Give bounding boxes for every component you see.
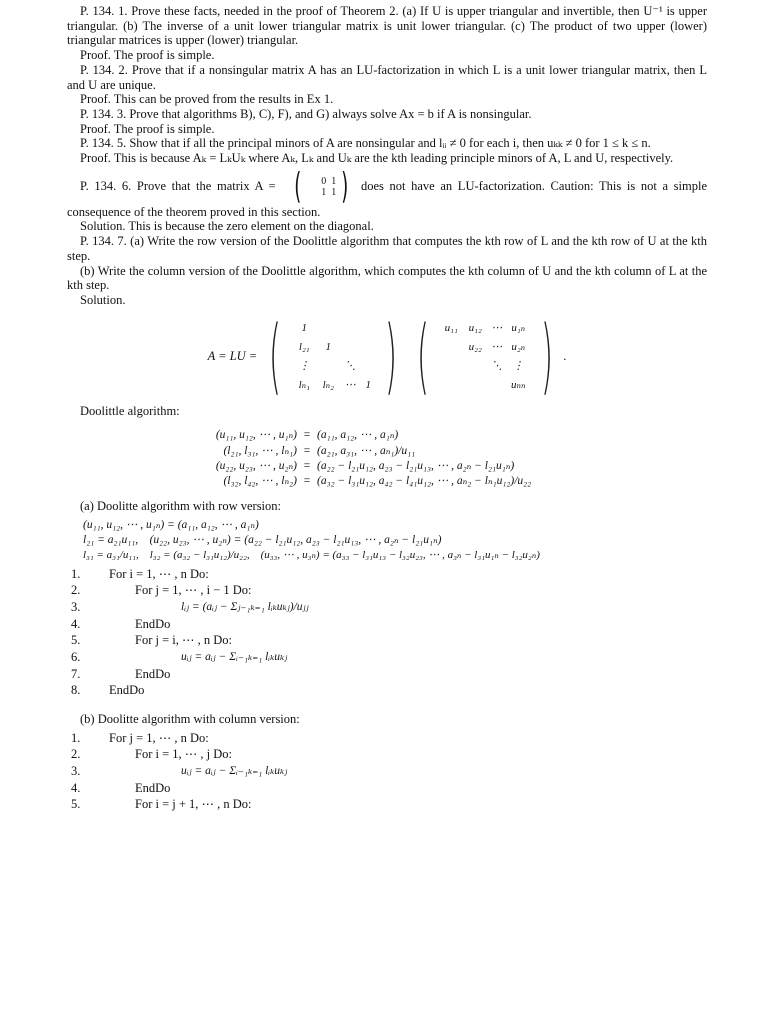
doolittle-row xyxy=(179,474,707,489)
problem-3-text: Prove that algorithms B), C), F), and G) always solve Ax = b if A is nonsingular. xyxy=(129,106,532,121)
problem-7-text-b: (b) Write the column version of the Doolittle algorithm, which computes the kth column of U and the kth column of L at the kth step. xyxy=(67,263,707,293)
algo-num: 3. xyxy=(71,763,81,778)
l-cell: 1 xyxy=(365,378,371,391)
column-version-heading: (b) Doolitte algorithm with column version: xyxy=(80,712,300,727)
row-eq-line: (u₁₁, u₁₂, ⋯ , u₁ₙ) = (a₁₁, a₁₂, ⋯ , a₁ₙ) xyxy=(83,518,259,531)
u-cell: u₁₂ xyxy=(468,321,482,334)
matrix-cell: 1 xyxy=(331,175,337,187)
doolittle-row xyxy=(179,444,707,459)
l-cell xyxy=(339,319,361,338)
row-version-heading: (a) Doolitte algorithm with row version: xyxy=(80,499,282,514)
algo-text: EndDo xyxy=(135,617,171,632)
u-cell: ⋯ xyxy=(491,321,503,334)
l-cell: lₙ₁ xyxy=(298,378,310,391)
u-matrix-left-paren: ( xyxy=(417,308,430,404)
problem-1-proof: Proof. The proof is simple. xyxy=(80,48,215,63)
algo-line xyxy=(67,598,707,617)
algo-text: For j = 1, ⋯ , i − 1 Do: xyxy=(135,582,252,597)
problem-1-text: Prove these facts, needed in the proof of Theorem 2. (a) If U is upper triangular and invertible, then U⁻¹ is upper triangular. (b) The inverse of a unit lower triangular matrix is unit lower triangular. (c) The product of two upper (lower) triangular matrices is upper (lower) triangular. xyxy=(67,4,707,48)
l-cell: ⋯ xyxy=(344,378,356,391)
u-cell: u₂ₙ xyxy=(511,340,526,353)
problem-3-proof: Proof. The proof is simple. xyxy=(80,121,215,136)
algo-line xyxy=(67,683,707,699)
eq-sign: = xyxy=(303,459,311,472)
problem-3-ref: P. 134. 3. xyxy=(80,106,127,121)
algo-num: 1. xyxy=(71,567,81,582)
l-matrix-left-paren: ( xyxy=(269,308,282,404)
l-cell xyxy=(361,319,375,338)
problem-6-text-before: Prove that the matrix A = xyxy=(136,178,276,193)
problem-6-text-after: does not have an LU-factorization. Caution: This is not a simple consequence of the theorem proved in this section. xyxy=(67,178,707,219)
doolittle-heading: Doolittle algorithm: xyxy=(80,403,180,418)
u-cell: uₙₙ xyxy=(511,378,526,391)
lu-period: . xyxy=(563,349,567,364)
algo-text: uᵢⱼ = aᵢⱼ − Σᵢ₋₁ₖ₌₁ lᵢₖuₖⱼ xyxy=(181,651,288,664)
problem-7-text-a: (a) Write the row version of the Doolittle algorithm that computes the kth row of L and the kth row of U at the kth step. xyxy=(67,234,707,263)
u-cell xyxy=(439,376,463,395)
doolittle-row xyxy=(179,428,707,443)
problem-7-ref: P. 134. 7. xyxy=(80,234,127,249)
algo-line xyxy=(67,731,707,747)
problem-2-ref: P. 134. 2. xyxy=(80,62,128,77)
matrix-cell: 1 xyxy=(331,186,337,198)
l-matrix-right-paren: ) xyxy=(385,308,398,404)
algo-text: For i = 1, ⋯ , j Do: xyxy=(135,746,232,761)
algo-num: 4. xyxy=(71,617,81,632)
l-cell: 1 xyxy=(325,340,331,353)
algo-line xyxy=(67,567,707,583)
u-cell xyxy=(463,357,487,376)
algo-line xyxy=(67,747,707,763)
problem-2 xyxy=(67,63,707,92)
row-algorithm xyxy=(67,567,707,698)
doolittle-equations xyxy=(179,428,707,489)
algo-line xyxy=(67,797,707,813)
matrix-cell: 0 xyxy=(321,175,327,187)
u-cell: u₁₁ xyxy=(444,321,458,334)
algo-num: 5. xyxy=(71,796,81,811)
eq-sign: = xyxy=(303,474,311,487)
problem-2-proof: Proof. This can be proved from the results in Ex 1. xyxy=(80,92,334,107)
problem-5-proof: Proof. This is because Aₖ = LₖUₖ where Aₖ, Lₖ and Uₖ are the kth leading principle minors of A, L and U, respectively. xyxy=(80,151,674,166)
problem-5-ref: P. 134. 5. xyxy=(80,136,127,151)
algo-line xyxy=(67,667,707,683)
algo-text: For i = 1, ⋯ , n Do: xyxy=(109,567,209,582)
u-cell xyxy=(463,376,487,395)
matrix-cell: 1 xyxy=(321,186,327,198)
algo-line xyxy=(67,583,707,599)
column-algorithm xyxy=(67,731,707,812)
l-cell: 1 xyxy=(301,321,307,334)
doolittle-row xyxy=(179,459,707,474)
eq-rhs: (a₂₁, a₃₁, ⋯ , aₙ₁)/u₁₁ xyxy=(317,444,416,457)
algo-num: 2. xyxy=(71,582,81,597)
algo-line xyxy=(67,762,707,781)
eq-lhs: (l₂₁, l₃₁, ⋯ , lₙ₁) xyxy=(223,444,297,457)
algo-text: For i = j + 1, ⋯ , n Do: xyxy=(135,796,252,811)
l-cell xyxy=(361,338,375,357)
matrix-right-paren: ) xyxy=(341,165,349,207)
u-matrix-right-paren: ) xyxy=(541,308,554,404)
algo-text: EndDo xyxy=(135,781,171,796)
eq-sign: = xyxy=(303,444,311,457)
eq-rhs: (a₁₁, a₁₂, ⋯ , a₁ₙ) xyxy=(317,429,399,442)
algo-text: EndDo xyxy=(109,682,145,697)
eq-lhs: (u₁₁, u₁₂, ⋯ , u₁ₙ) xyxy=(215,429,297,442)
algo-line xyxy=(67,633,707,649)
algo-text: For j = 1, ⋯ , n Do: xyxy=(109,731,209,746)
problem-6-ref: P. 134. 6. xyxy=(80,178,132,193)
matrix-2x2 xyxy=(308,175,337,198)
eq-lhs: (u₂₂, u₂₃, ⋯ , u₂ₙ) xyxy=(215,459,297,472)
algo-text: lᵢⱼ = (aᵢⱼ − Σⱼ₋₁ₖ₌₁ lᵢₖuₖⱼ)/uⱼⱼ xyxy=(181,601,309,614)
u-cell xyxy=(439,338,463,357)
algo-num: 4. xyxy=(71,781,81,796)
problem-1-ref: P. 134. 1. xyxy=(80,4,128,18)
u-cell: u₁ₙ xyxy=(511,321,526,334)
algo-num: 8. xyxy=(71,682,81,697)
problem-1 xyxy=(67,4,707,48)
lu-equation xyxy=(67,308,707,404)
matrix-left-paren: ( xyxy=(294,165,302,207)
l-cell: l₂₁ xyxy=(298,340,310,353)
problem-3 xyxy=(67,107,707,122)
eq-rhs: (a₃₂ − l₃₁u₁₂, a₄₂ − l₄₁u₁₂, ⋯ , aₙ₂ − lₙ₁u₁₂)/u₂₂ xyxy=(317,474,532,487)
problem-5-text: Show that if all the principal minors of A are nonsingular and lᵢᵢ ≠ 0 for each i, then uₖₖ ≠ 0 for 1 ≤ k ≤ n. xyxy=(129,136,651,151)
algo-text: EndDo xyxy=(135,667,171,682)
algo-text: For j = i, ⋯ , n Do: xyxy=(135,632,232,647)
problem-7-solution: Solution. xyxy=(80,292,126,307)
algo-num: 2. xyxy=(71,746,81,761)
l-cell: ⋱ xyxy=(344,359,356,372)
l-matrix xyxy=(291,319,375,395)
algo-num: 6. xyxy=(71,650,81,665)
u-cell xyxy=(439,357,463,376)
eq-rhs: (a₂₂ − l₂₁u₁₂, a₂₃ − l₂₁u₁₃, ⋯ , a₂ₙ − l₂₁u₁ₙ) xyxy=(317,459,515,472)
lu-lhs: A = LU = xyxy=(207,349,258,364)
algo-num: 1. xyxy=(71,731,81,746)
u-matrix xyxy=(439,319,531,395)
document-page xyxy=(67,4,707,812)
l-cell xyxy=(317,319,339,338)
l-cell: lₙ₂ xyxy=(322,378,334,391)
algo-line xyxy=(67,617,707,633)
l-cell xyxy=(317,357,339,376)
eq-lhs: (l₃₂, l₄₂, ⋯ , lₙ₂) xyxy=(223,474,297,487)
problem-5 xyxy=(67,136,707,151)
l-cell: ⋮ xyxy=(298,359,310,372)
algo-text: uᵢⱼ = aᵢⱼ − Σᵢ₋₁ₖ₌₁ lᵢₖuₖⱼ xyxy=(181,764,288,777)
problem-6-solution: Solution. This is because the zero element on the diagonal. xyxy=(80,219,374,234)
algo-line xyxy=(67,648,707,667)
algo-num: 7. xyxy=(71,667,81,682)
algo-num: 3. xyxy=(71,600,81,615)
row-eq-line: l₂₁ = a₂₁u₁₁, (u₂₂, u₂₃, ⋯ , u₂ₙ) = (a₂₂ − l₂₁u₁₂, a₂₃ − l₂₁u₁₃, ⋯ , a₂ₙ − l₂₁u₁ₙ) xyxy=(83,534,442,547)
problem-6 xyxy=(67,165,707,220)
u-cell xyxy=(487,376,505,395)
row-eq-line: l₃₁ = a₃₁/u₁₁, l₃₂ = (a₃₂ − l₃₁u₁₂)/u₂₂, (u₃₃, ⋯ , u₃ₙ) = (a₃₃ − l₃₁u₁₃ − l₃₂u₂₃, ⋯ , a₃ₙ − l₃₁u₁ₙ − l₃₂u₂ₙ) xyxy=(83,549,540,562)
problem-2-text: Prove that if a nonsingular matrix A has an LU-factorization in which L is a unit lower triangular matrix, then L and U are unique. xyxy=(67,62,707,92)
row-version-equations xyxy=(83,518,707,564)
u-cell: u₂₂ xyxy=(468,340,482,353)
problem-7 xyxy=(67,234,707,263)
l-cell xyxy=(361,357,375,376)
u-cell: ⋯ xyxy=(491,340,503,353)
eq-sign: = xyxy=(303,429,311,442)
algo-num: 5. xyxy=(71,632,81,647)
algo-line xyxy=(67,781,707,797)
l-cell xyxy=(339,338,361,357)
u-cell: ⋮ xyxy=(512,359,524,372)
u-cell: ⋱ xyxy=(491,359,503,372)
